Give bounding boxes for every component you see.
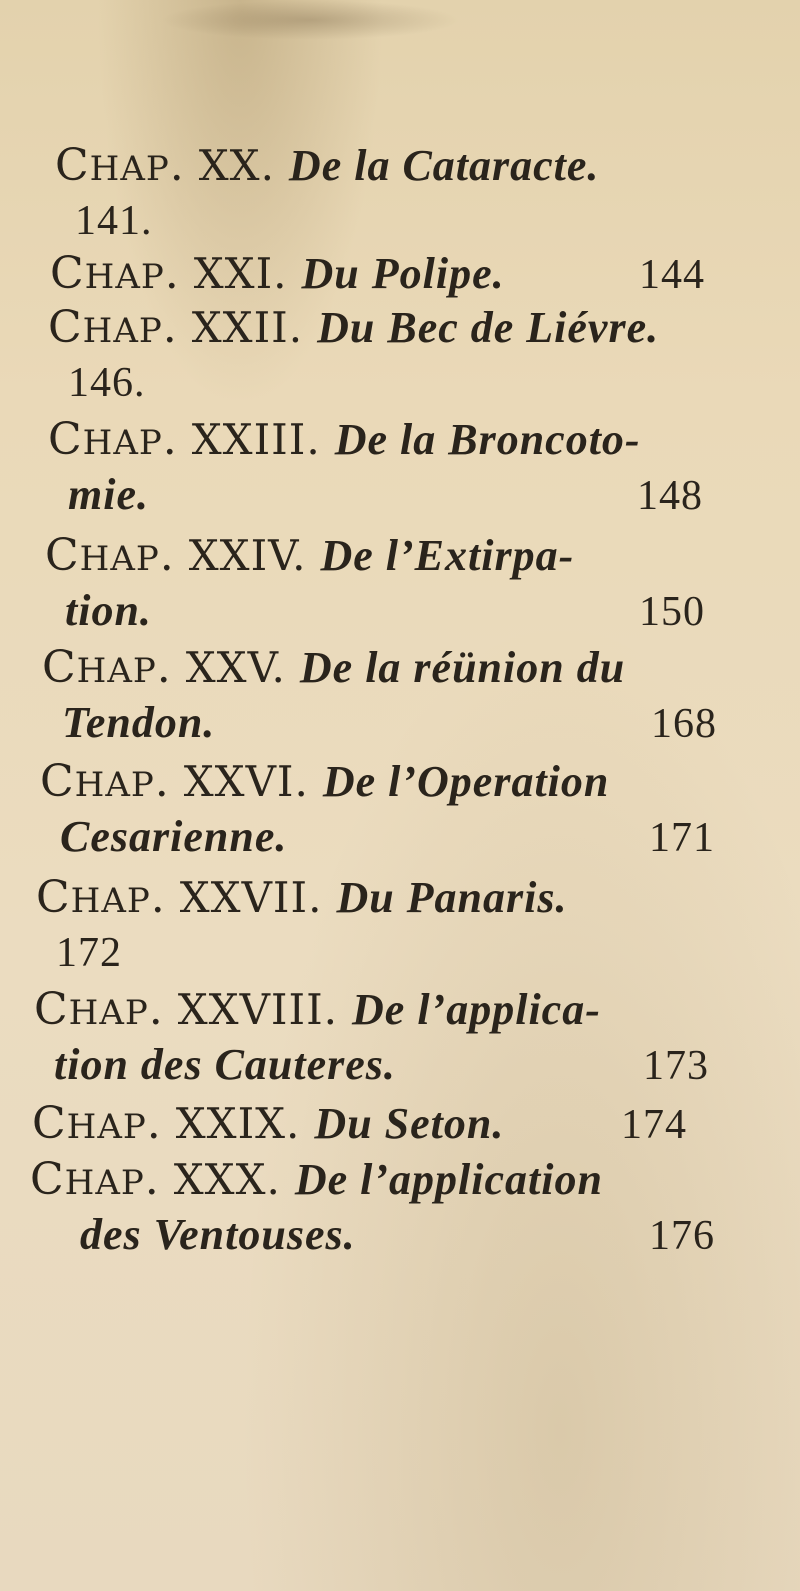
chapter-title-continuation: mie. xyxy=(68,470,149,519)
toc-entry-22 xyxy=(48,302,728,409)
toc-entry-continuation xyxy=(42,697,717,750)
toc-entry-continuation xyxy=(40,811,715,864)
chapter-label: CHAP. xyxy=(48,302,178,353)
toc-entry-29 xyxy=(32,1098,712,1153)
chapter-label: CHAP. xyxy=(48,414,178,465)
toc-entry-26 xyxy=(40,756,720,864)
page-number: 173 xyxy=(643,1043,709,1089)
toc-entry-line xyxy=(40,756,720,811)
toc-entry-21 xyxy=(50,248,730,303)
page-number: 144 xyxy=(639,252,705,298)
chapter-title: De l’application xyxy=(294,1155,603,1204)
toc-entry-line xyxy=(55,140,735,195)
toc-entry-27 xyxy=(36,872,716,979)
toc-entry-line xyxy=(32,1098,687,1153)
chapter-label: CHAP. xyxy=(45,530,175,581)
toc-entry-line xyxy=(50,248,705,303)
toc-entry-line xyxy=(34,984,714,1039)
toc-entry-30 xyxy=(30,1154,715,1262)
page-shadow xyxy=(160,0,460,40)
chapter-title-continuation: des Ventouses. xyxy=(80,1210,356,1259)
page-number: 172 xyxy=(56,930,122,976)
chapter-label: CHAP. xyxy=(30,1154,160,1205)
chapter-label: CHAP. xyxy=(42,642,172,693)
page-number: 146. xyxy=(68,360,146,406)
chapter-number: XXVII. xyxy=(179,873,323,922)
toc-entry-continuation xyxy=(48,469,703,522)
chapter-title: Du Bec de Liévre. xyxy=(317,303,660,352)
chapter-number: XXIV. xyxy=(188,531,307,580)
toc-entry-20 xyxy=(55,140,735,247)
toc-entry-continuation xyxy=(34,1039,709,1092)
toc-entry-line xyxy=(42,642,722,697)
toc-entry-continuation xyxy=(55,195,735,247)
page-number: 174 xyxy=(621,1102,687,1148)
chapter-title: De la Cataracte. xyxy=(288,141,600,190)
chapter-number: XXVIII. xyxy=(177,985,339,1034)
chapter-number: XXX. xyxy=(173,1155,281,1204)
chapter-number: XXIX. xyxy=(175,1099,301,1148)
toc-entry-28 xyxy=(34,984,714,1092)
chapter-number: XXV. xyxy=(185,643,286,692)
toc-entry-line xyxy=(36,872,716,927)
chapter-title: Du Polipe. xyxy=(301,249,505,298)
page-number: 168 xyxy=(651,701,717,747)
chapter-number: XX. xyxy=(198,141,275,190)
chapter-title: De l’Operation xyxy=(322,757,610,806)
toc-entry-continuation xyxy=(48,357,728,409)
toc-entry-continuation xyxy=(30,1209,715,1262)
chapter-title: De l’applica- xyxy=(352,985,601,1034)
toc-entry-line xyxy=(30,1154,710,1209)
page-number: 171 xyxy=(649,815,715,861)
chapter-label: CHAP. xyxy=(50,248,180,299)
chapter-title-continuation: Tendon. xyxy=(62,698,216,747)
toc-entry-continuation xyxy=(45,585,705,638)
toc-entry-23 xyxy=(48,414,728,522)
chapter-title-continuation: tion des Cauteres. xyxy=(54,1040,396,1089)
page-number: 150 xyxy=(639,589,705,635)
chapter-number: XXII. xyxy=(191,303,304,352)
page-number: 141. xyxy=(75,198,153,244)
chapter-label: CHAP. xyxy=(40,756,170,807)
page-number: 176 xyxy=(649,1213,715,1259)
chapter-number: XXI. xyxy=(193,249,288,298)
page-number: 148 xyxy=(637,473,703,519)
chapter-title: De la réünion du xyxy=(299,643,626,692)
chapter-number: XXIII. xyxy=(191,415,321,464)
chapter-label: CHAP. xyxy=(55,140,185,191)
chapter-title-continuation: tion. xyxy=(65,586,152,635)
chapter-title: De l’Extirpa- xyxy=(320,531,575,580)
toc-entry-24 xyxy=(45,530,725,638)
chapter-title: Du Panaris. xyxy=(336,873,568,922)
toc-entry-continuation xyxy=(36,927,716,979)
toc-entry-line xyxy=(48,414,728,469)
toc-entry-25 xyxy=(42,642,722,750)
chapter-label: CHAP. xyxy=(32,1098,162,1149)
chapter-title-continuation: Cesarienne. xyxy=(60,812,288,861)
toc-entry-line xyxy=(45,530,725,585)
chapter-label: CHAP. xyxy=(34,984,164,1035)
chapter-number: XXVI. xyxy=(183,757,309,806)
chapter-title: De la Broncoto- xyxy=(334,415,641,464)
toc-entry-line xyxy=(48,302,728,357)
chapter-title: Du Seton. xyxy=(314,1099,505,1148)
chapter-label: CHAP. xyxy=(36,872,166,923)
